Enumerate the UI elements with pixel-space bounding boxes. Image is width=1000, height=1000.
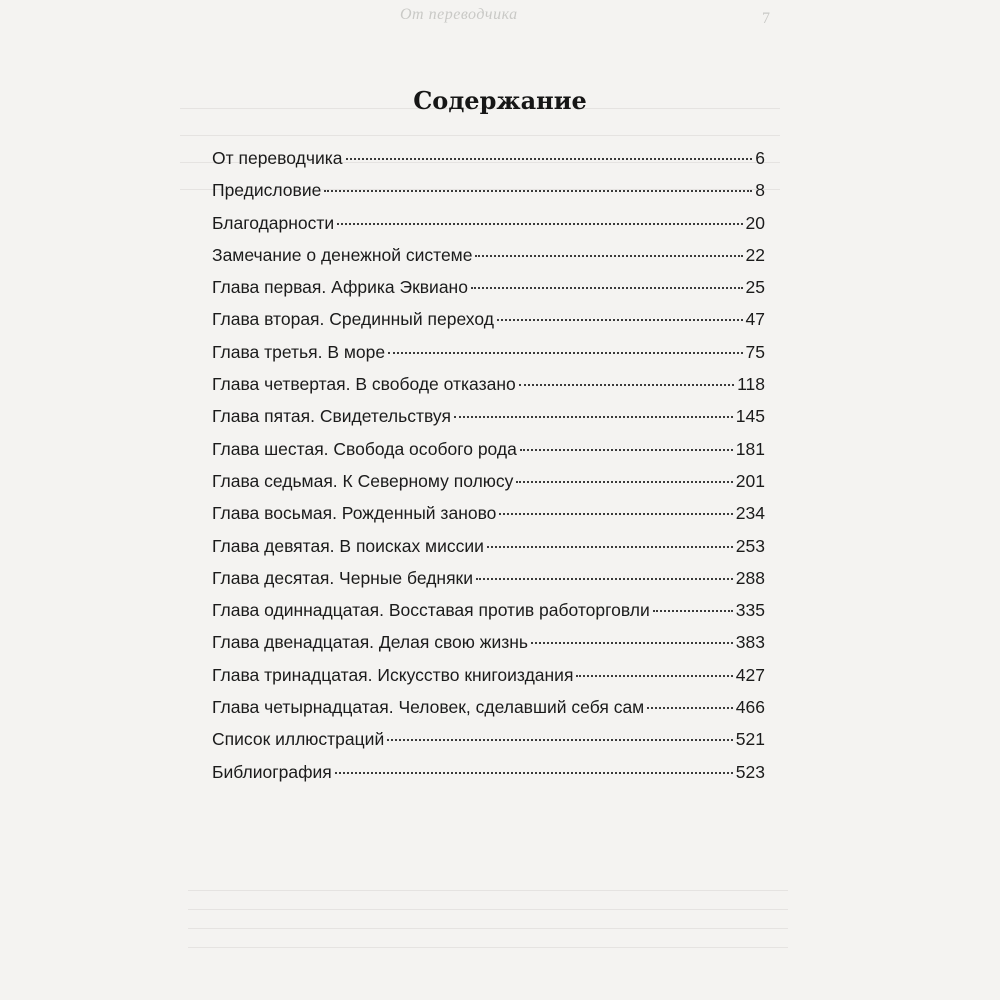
toc-leader-dots xyxy=(499,513,732,515)
toc-entry[interactable] xyxy=(212,213,765,245)
toc-entry-page-number: 253 xyxy=(735,535,765,556)
toc-entry[interactable] xyxy=(212,697,765,729)
toc-leader-dots xyxy=(520,449,733,451)
toc-leader-dots xyxy=(388,352,742,354)
toc-entry-label: Благодарности xyxy=(212,212,335,233)
toc-entry[interactable] xyxy=(212,536,765,568)
toc-leader-dots xyxy=(647,707,733,709)
toc-entry[interactable] xyxy=(212,309,765,341)
toc-entry-label: От переводчика xyxy=(212,148,343,168)
toc-list xyxy=(212,148,765,794)
toc-entry-page-number: 427 xyxy=(735,664,765,685)
toc-entry-page-number: 145 xyxy=(735,406,765,427)
toc-entry[interactable] xyxy=(212,568,765,600)
running-header-page-number: 7 xyxy=(762,10,770,27)
toc-entry-label: Глава седьмая. К Северному полюсу xyxy=(212,470,514,491)
toc-leader-dots xyxy=(653,610,733,612)
running-header-section: От переводчика xyxy=(400,6,518,23)
toc-entry-page-number: 234 xyxy=(735,503,765,524)
toc-entry-page-number: 523 xyxy=(735,761,765,782)
toc-entry-page-number: 521 xyxy=(735,729,765,750)
toc-entry[interactable] xyxy=(212,762,765,794)
toc-entry-label: Предисловие xyxy=(212,180,322,201)
toc-entry-page-number: 181 xyxy=(735,438,765,459)
toc-leader-dots xyxy=(346,158,753,160)
toc-entry-label: Глава вторая. Срединный переход xyxy=(212,309,494,330)
toc-leader-dots xyxy=(519,384,734,386)
toc-entry[interactable] xyxy=(212,148,765,180)
toc-entry[interactable] xyxy=(212,374,765,406)
toc-entry-page-number: 118 xyxy=(737,374,765,395)
toc-leader-dots xyxy=(475,255,742,257)
toc-entry-label: Глава двенадцатая. Делая свою жизнь xyxy=(212,632,529,653)
toc-entry-page-number: 6 xyxy=(755,148,765,168)
toc-leader-dots xyxy=(516,481,732,483)
toc-entry-label: Глава первая. Африка Эквиано xyxy=(212,277,468,298)
toc-entry[interactable] xyxy=(212,729,765,761)
toc-entry-page-number: 201 xyxy=(735,470,765,491)
toc-entry[interactable] xyxy=(212,600,765,632)
toc-entry-page-number: 22 xyxy=(745,244,765,265)
toc-entry-label: Глава четырнадцатая. Человек, сделавший себя сам xyxy=(212,697,645,718)
toc-leader-dots xyxy=(576,675,732,677)
toc-entry-label: Замечание о денежной системе xyxy=(212,244,473,265)
toc-entry[interactable] xyxy=(212,277,765,309)
toc-entry-page-number: 288 xyxy=(735,567,765,588)
toc-title: Содержание xyxy=(413,86,587,115)
toc-entry-label: Библиография xyxy=(212,761,332,782)
toc-leader-dots xyxy=(387,739,733,741)
toc-entry-label: Глава восьмая. Рожденный заново xyxy=(212,503,497,524)
toc-entry-label: Глава одиннадцатая. Восставая против работорговли xyxy=(212,600,650,621)
toc-leader-dots xyxy=(454,416,733,418)
toc-entry-label: Глава шестая. Свобода особого рода xyxy=(212,438,517,459)
bleed-through-footnotes xyxy=(188,878,788,958)
toc-entry[interactable] xyxy=(212,665,765,697)
toc-entry-label: Список иллюстраций xyxy=(212,729,385,750)
toc-entry-label: Глава пятая. Свидетельствуя xyxy=(212,406,451,427)
toc-entry[interactable] xyxy=(212,342,765,374)
toc-entry[interactable] xyxy=(212,632,765,664)
toc-entry-page-number: 383 xyxy=(735,632,765,653)
toc-leader-dots xyxy=(324,190,752,192)
toc-leader-dots xyxy=(471,287,743,289)
toc-entry-page-number: 20 xyxy=(745,212,765,233)
toc-entry[interactable] xyxy=(212,471,765,503)
toc-leader-dots xyxy=(497,319,743,321)
toc-leader-dots xyxy=(335,772,733,774)
toc-entry[interactable] xyxy=(212,439,765,471)
toc-entry-label: Глава тринадцатая. Искусство книгоиздания xyxy=(212,664,574,685)
toc-entry-page-number: 8 xyxy=(755,180,765,201)
toc-entry-page-number: 75 xyxy=(745,341,765,362)
toc-entry-label: Глава девятая. В поисках миссии xyxy=(212,535,484,556)
toc-entry-page-number: 47 xyxy=(745,309,765,330)
toc-leader-dots xyxy=(337,223,742,225)
toc-leader-dots xyxy=(476,578,733,580)
toc-entry-page-number: 466 xyxy=(735,697,765,718)
toc-entry-page-number: 335 xyxy=(735,600,765,621)
toc-entry[interactable] xyxy=(212,245,765,277)
toc-entry-label: Глава десятая. Черные бедняки xyxy=(212,567,473,588)
toc-entry[interactable] xyxy=(212,406,765,438)
toc-entry-label: Глава третья. В море xyxy=(212,341,386,362)
toc-leader-dots xyxy=(487,546,733,548)
toc-entry-label: Глава четвертая. В свободе отказано xyxy=(212,374,516,395)
toc-entry[interactable] xyxy=(212,180,765,212)
toc-entry-page-number: 25 xyxy=(745,277,765,298)
toc-leader-dots xyxy=(531,642,733,644)
toc-entry[interactable] xyxy=(212,503,765,535)
